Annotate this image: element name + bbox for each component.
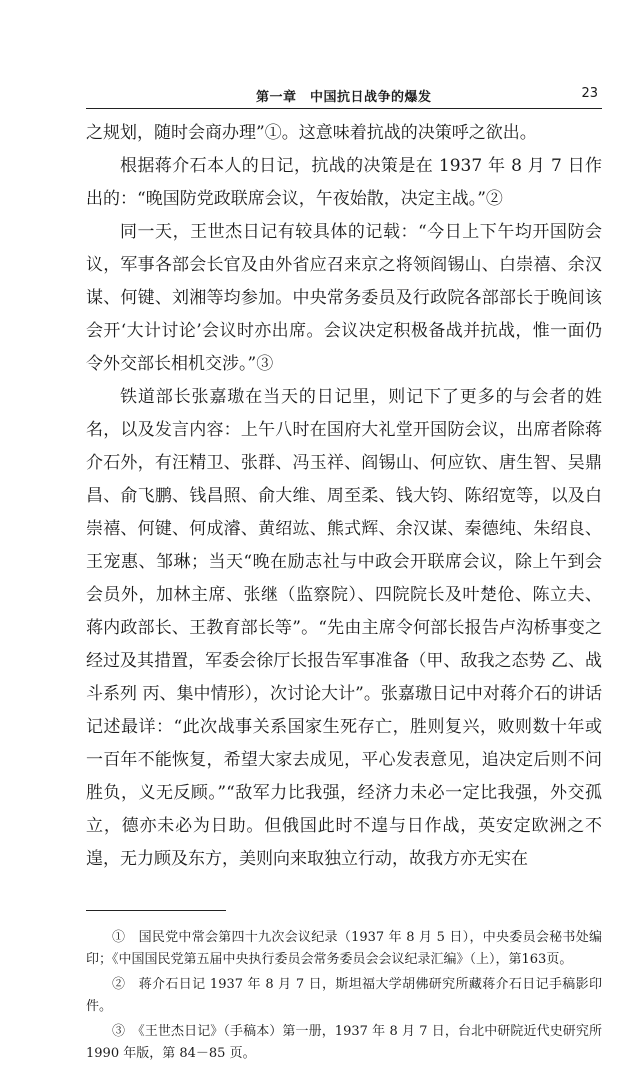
footnotes (86, 927, 602, 1065)
paragraph: 同一天，王世杰日记有较具体的记载：“今日上下午均开国防会议，军事各部会长官及由外省应召来京之将领阎锡山、白崇禧、余汉谋、何键、刘湘等均参加。中央常务委员及行政院各部部长于晚间该会开‘大计讨论’会议时亦出席。会议决定积极备战并抗战，惟一面仍令外交部长相机交涉。”③ (86, 222, 602, 374)
paragraph: 铁道部长张嘉璈在当天的日记里，则记下了更多的与会者的姓名，以及发言内容：上午八时在国府大礼堂开国防会议，出席者除蒋介石外，有汪精卫、张群、冯玉祥、阎锡山、何应钦、唐生智、吴鼎昌、俞飞鹏、钱昌照、俞大维、周至柔、钱大钧、陈绍宽等，以及白崇禧、何键、何成濬、黄绍竑、熊式辉、余汉谋、秦德纯、朱绍良、王宠惠、邹琳；当天“晚在励志社与中政会开联席会议，除上午到会会员外，加林主席、张继（监察院）、四院院长及叶楚伧、陈立夫、蒋内政部长、王教育部长等”。“先由主席令何部长报告卢沟桥事变之经过及其措置，军委会徐厅长报告军事准备（甲、敌我之态势 乙、战斗系列 丙、集中情形），次讨论大计”。张嘉璈日记中对蒋介石的讲话记述最详：“此次战事关系国家生死存亡，胜则复兴，败则数十年或一百年不能恢复，希望大家去成见，平心发表意见，追决定后则不问胜负，义无反顾。”“敌军力比我强，经济力未必一定比我强，外交孤立，德亦未必为日助。但俄国此时不遑与日作战，英安定欧洲之不遑，无力顾及东方，美则向来取独立行动，故我方亦无实在 (86, 387, 602, 869)
book-page (86, 86, 602, 1068)
chapter-title: 第一章 中国抗日战争的爆发 (256, 90, 432, 105)
running-header (86, 86, 602, 109)
footnote-divider (86, 910, 226, 911)
paragraph: 根据蒋介石本人的日记，抗战的决策是在 1937 年 8 月 7 日作出的：“晚国防党政联席会议，午夜始散，决定主战。”② (86, 156, 602, 209)
main-text (86, 117, 602, 876)
footnote: ③ 《王世杰日记》（手稿本）第一册，1937 年 8 月 7 日，台北中研院近代史研究所 1990 年版，第 84－85 页。 (86, 1024, 602, 1061)
footnote: ② 蒋介石日记 1937 年 8 月 7 日，斯坦福大学胡佛研究所藏蒋介石日记手稿影印件。 (86, 977, 602, 1014)
footnote: ① 国民党中常会第四十九次会议纪录（1937 年 8 月 5 日），中央委员会秘书处编印；《中国国民党第五届中央执行委员会常务委员会会议纪录汇编》（上），第163页。 (86, 930, 602, 967)
paragraph-continued: 之规划，随时会商办理”①。这意味着抗战的决策呼之欲出。 (86, 123, 537, 143)
page-number: 23 (581, 86, 598, 101)
